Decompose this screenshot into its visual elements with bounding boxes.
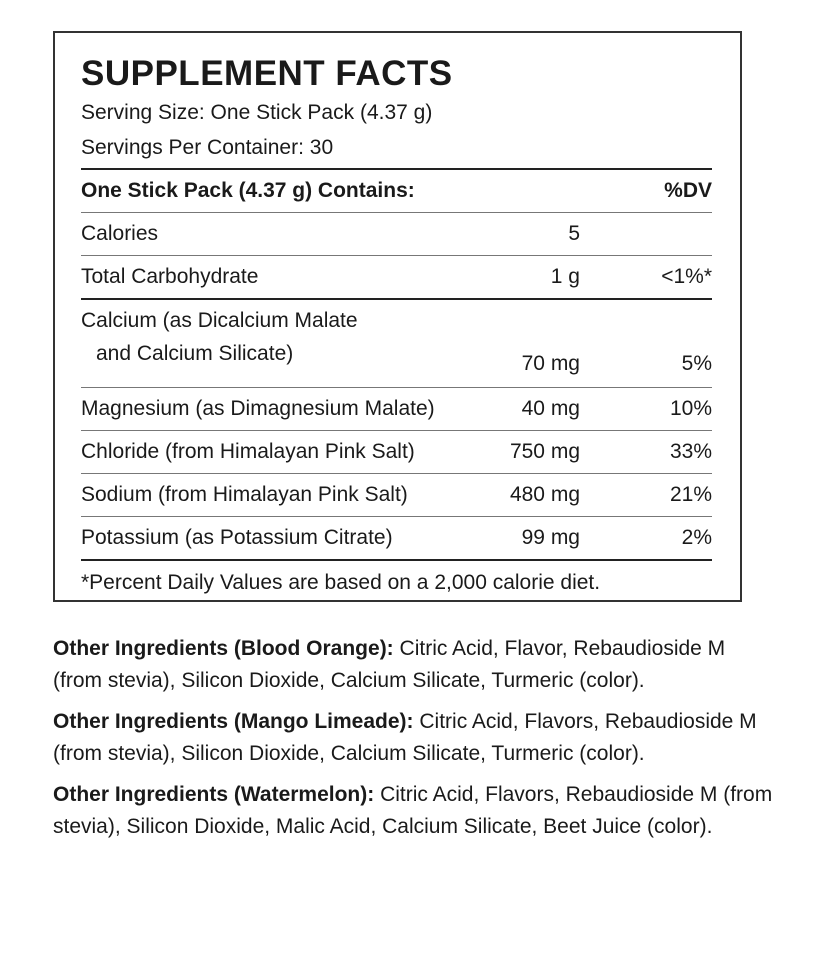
nutrient-name: Total Carbohydrate [81, 265, 259, 288]
facts-row-magnesium [81, 388, 712, 431]
ingredients-mango-limeade [53, 706, 773, 770]
facts-row-calories [81, 213, 712, 256]
supplement-facts-panel [53, 31, 742, 602]
supplement-facts-content [81, 53, 712, 595]
nutrient-name: Chloride (from Himalayan Pink Salt) [81, 440, 415, 463]
facts-row-total-carbohydrate [81, 256, 712, 300]
other-ingredients-section [53, 633, 773, 852]
facts-row-calcium [81, 300, 712, 388]
facts-row-sodium [81, 474, 712, 517]
nutrient-name: Calories [81, 222, 159, 245]
nutrient-amount: 5 [568, 222, 580, 245]
ingredients-text: Citric Acid, Flavors, Rebaudioside M (from stevia), Silicon Dioxide, Calcium Silicate, Turmeric (color). [53, 710, 757, 765]
nutrient-dv: 2% [681, 526, 712, 549]
ingredients-text: Citric Acid, Flavors, Rebaudioside M (from stevia), Silicon Dioxide, Malic Acid, Calcium Silicate, Beet Juice (color). [53, 783, 773, 838]
daily-value-footnote: *Percent Daily Values are based on a 2,000 calorie diet. [81, 571, 601, 594]
nutrient-name: Magnesium (as Dimagnesium Malate) [81, 397, 435, 420]
nutrient-dv: 10% [669, 397, 712, 420]
dv-header: %DV [664, 179, 712, 202]
nutrient-dv: 33% [669, 440, 712, 463]
facts-header-row [81, 170, 712, 213]
serving-size: Serving Size: One Stick Pack (4.37 g) [81, 101, 433, 124]
nutrient-amount: 1 g [550, 265, 580, 288]
nutrient-amount: 99 mg [521, 526, 580, 549]
ingredients-label: Other Ingredients (Blood Orange): [53, 637, 394, 660]
nutrient-amount: 750 mg [509, 440, 580, 463]
nutrient-name: Potassium (as Potassium Citrate) [81, 526, 393, 549]
ingredients-text: Citric Acid, Flavor, Rebaudioside M (from stevia), Silicon Dioxide, Calcium Silicate, Turmeric (color). [53, 637, 726, 692]
facts-row-chloride [81, 431, 712, 474]
facts-row-potassium [81, 517, 712, 561]
ingredients-label: Other Ingredients (Watermelon): [53, 783, 375, 806]
nutrient-dv: 21% [669, 483, 712, 506]
nutrient-name-line2: and Calcium Silicate) [96, 342, 294, 365]
ingredients-blood-orange [53, 633, 773, 697]
nutrient-name [81, 309, 358, 366]
nutrient-amount: 70 mg [521, 352, 580, 375]
nutrient-amount: 480 mg [509, 483, 580, 506]
nutrient-name: Sodium (from Himalayan Pink Salt) [81, 483, 408, 506]
contains-header: One Stick Pack (4.37 g) Contains: [81, 179, 415, 202]
nutrient-dv: 5% [681, 352, 712, 375]
nutrient-name-line1: Calcium (as Dicalcium Malate [81, 309, 358, 332]
nutrient-dv: <1%* [661, 265, 712, 288]
ingredients-label: Other Ingredients (Mango Limeade): [53, 710, 414, 733]
supplement-facts-title: SUPPLEMENT FACTS [81, 54, 453, 93]
ingredients-watermelon [53, 779, 773, 843]
servings-per-container: Servings Per Container: 30 [81, 136, 334, 159]
nutrient-amount: 40 mg [521, 397, 580, 420]
